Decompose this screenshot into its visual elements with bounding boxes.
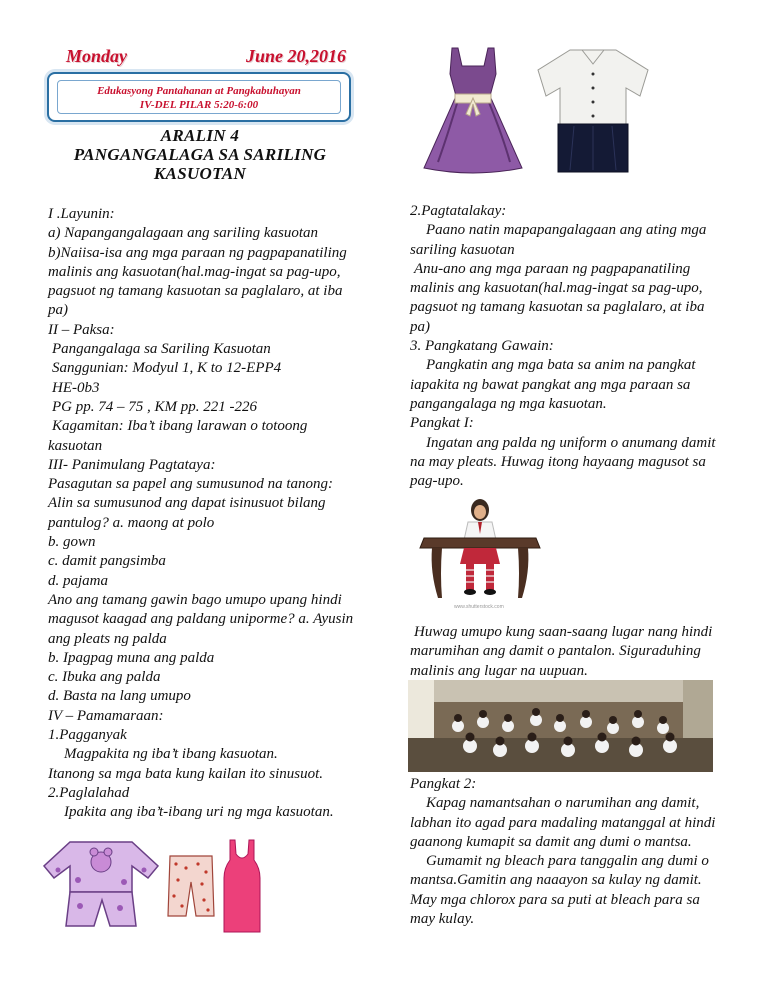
- text-line: marumihan ang damit o pantalon. Siguraduhing: [410, 643, 701, 660]
- date-label: June 20,2016: [246, 46, 347, 66]
- shorts-image: [166, 852, 216, 926]
- text-line: b. Ipagpag muna ang palda: [48, 649, 215, 666]
- text-line: na may pleats. Huwag itong hayaang magusot sa: [410, 453, 706, 470]
- text-line: iapakita ng bawat pangkat ang mga paraan sa: [410, 376, 691, 393]
- lesson-title: PANGANGALAGA SA SARILING: [73, 145, 327, 164]
- text-line: Pangkat 2:: [410, 776, 477, 792]
- text-line: d. pajama: [48, 572, 108, 589]
- text-line: gaanong kumapit sa damit ang dumi o mantsa.: [410, 833, 692, 850]
- text-line: pagsuot ng tamang kasuotan sa paglalaro, at iba: [410, 299, 705, 316]
- text-line: pantulog? a. maong at polo: [48, 514, 215, 531]
- text-line: Sanggunian: Modyul 1, K to 12-EPP4: [52, 360, 282, 377]
- text-line: III- Panimulang Pagtataya:: [48, 456, 216, 473]
- text-line: a) Napangangalagaan ang sariling kasuotan: [48, 225, 319, 242]
- text-line: b. gown: [48, 534, 96, 551]
- text-line: may kulay.: [410, 911, 475, 928]
- right-column-text-top: [410, 202, 750, 491]
- text-line: Pangkat I:: [410, 415, 474, 432]
- text-line: kasuotan: [48, 437, 103, 454]
- text-line: Pasagutan sa papel ang sumusunod na tanong:: [48, 476, 333, 493]
- pajama-image: [40, 836, 162, 932]
- text-line: malinis ang kasuotan(hal.mag-ingat sa pag-upo,: [410, 280, 703, 297]
- text-line: HE-0b3: [52, 379, 100, 396]
- school-uniform-image: [534, 44, 652, 176]
- text-line: labhan ito agad para madaling matanggal at hindi: [410, 814, 716, 831]
- text-line: malinis ang lugar na uupuan.: [410, 662, 588, 679]
- text-line: pa): [48, 302, 68, 319]
- right-column-text-mid: [410, 623, 750, 681]
- left-column-text: [48, 205, 388, 823]
- text-line: Pangangalaga sa Sariling Kasuotan: [52, 341, 271, 358]
- text-line: PG pp. 74 – 75 , KM pp. 221 -226: [52, 398, 257, 415]
- text-line: malinis ang kasuotan(hal.mag-ingat sa pag-upo,: [48, 263, 341, 280]
- text-line: Itanong sa mga bata kung kailan ito sinusuot.: [48, 765, 323, 782]
- text-line: Kapag namantsahan o narumihan ang damit,: [426, 795, 700, 812]
- text-line: ang pleats ng palda: [48, 630, 167, 647]
- lesson-number: ARALIN 4: [160, 126, 240, 145]
- text-line: May mga chlorox para sa puti at bleach para sa: [410, 891, 700, 908]
- text-line: magusot kaagad ang paldang uniporme? a. Ayusin: [48, 611, 354, 628]
- classroom-photo: [408, 680, 713, 772]
- purple-dress-image: [418, 44, 528, 176]
- text-line: Gumamit ng bleach para tanggalin ang dumi o: [426, 853, 709, 870]
- text-line: 2.Pagtatalakay:: [410, 203, 507, 219]
- class-schedule: IV-DEL PILAR 5:20-6:00: [139, 99, 259, 111]
- subject-name: Edukasyong Pantahanan at Pangkabuhayan: [97, 85, 301, 97]
- text-line: pag-upo.: [410, 473, 464, 490]
- text-line: b)Naiisa-isa ang mga paraan ng pagpapanatiling: [48, 244, 347, 261]
- text-line: Alin sa sumusunod ang dapat isinusuot bilang: [48, 495, 326, 512]
- text-line: sariling kasuotan: [410, 241, 515, 258]
- tank-top-image: [222, 838, 262, 934]
- subject-banner: [47, 72, 351, 122]
- text-line: pagsuot ng tamang kasuotan sa paglalaro, at iba: [48, 283, 343, 300]
- text-line: d. Basta na lang umupo: [48, 688, 191, 705]
- text-line: 2.Paglalahad: [48, 784, 130, 801]
- text-line: Magpakita ng iba’t ibang kasuotan.: [64, 746, 278, 763]
- text-line: pangangalaga ng mga kasuotan.: [410, 395, 607, 412]
- text-line: c. damit pangsimba: [48, 553, 166, 570]
- text-line: Anu-ano ang mga paraan ng pagpapanatiling: [414, 260, 691, 277]
- lesson-title-cont: KASUOTAN: [153, 164, 247, 183]
- text-line: mantsa.Gamitin ang naaayon sa kulay ng damit.: [410, 872, 702, 889]
- text-line: Pangkatin ang mga bata sa anim na pangkat: [426, 357, 696, 374]
- girl-seated-at-table-image: [414, 496, 546, 612]
- text-line: pa): [410, 318, 430, 335]
- text-line: II – Paksa:: [48, 321, 115, 338]
- text-line: 1.Pagganyak: [48, 727, 127, 744]
- text-line: Paano natin mapapangalagaan ang ating mga: [426, 222, 707, 239]
- text-line: 3. Pangkatang Gawain:: [410, 338, 554, 355]
- text-line: IV – Pamamaraan:: [48, 707, 164, 724]
- text-line: Kagamitan: Iba’t ibang larawan o totoong: [52, 418, 308, 435]
- text-line: Ipakita ang iba’t-ibang uri ng mga kasuotan.: [64, 804, 334, 821]
- text-line: Huwag umupo kung saan-saang lugar nang hindi: [414, 624, 713, 640]
- text-line: I .Layunin:: [48, 206, 115, 222]
- text-line: c. Ibuka ang palda: [48, 669, 161, 686]
- watermark-caption: www.shutterstock.com: [454, 604, 504, 610]
- day-label: Monday: [66, 46, 128, 66]
- text-line: Ingatan ang palda ng uniform o anumang damit: [426, 434, 716, 451]
- right-column-text-bottom: [410, 775, 750, 929]
- text-line: Ano ang tamang gawin bago umupo upang hindi: [48, 591, 342, 608]
